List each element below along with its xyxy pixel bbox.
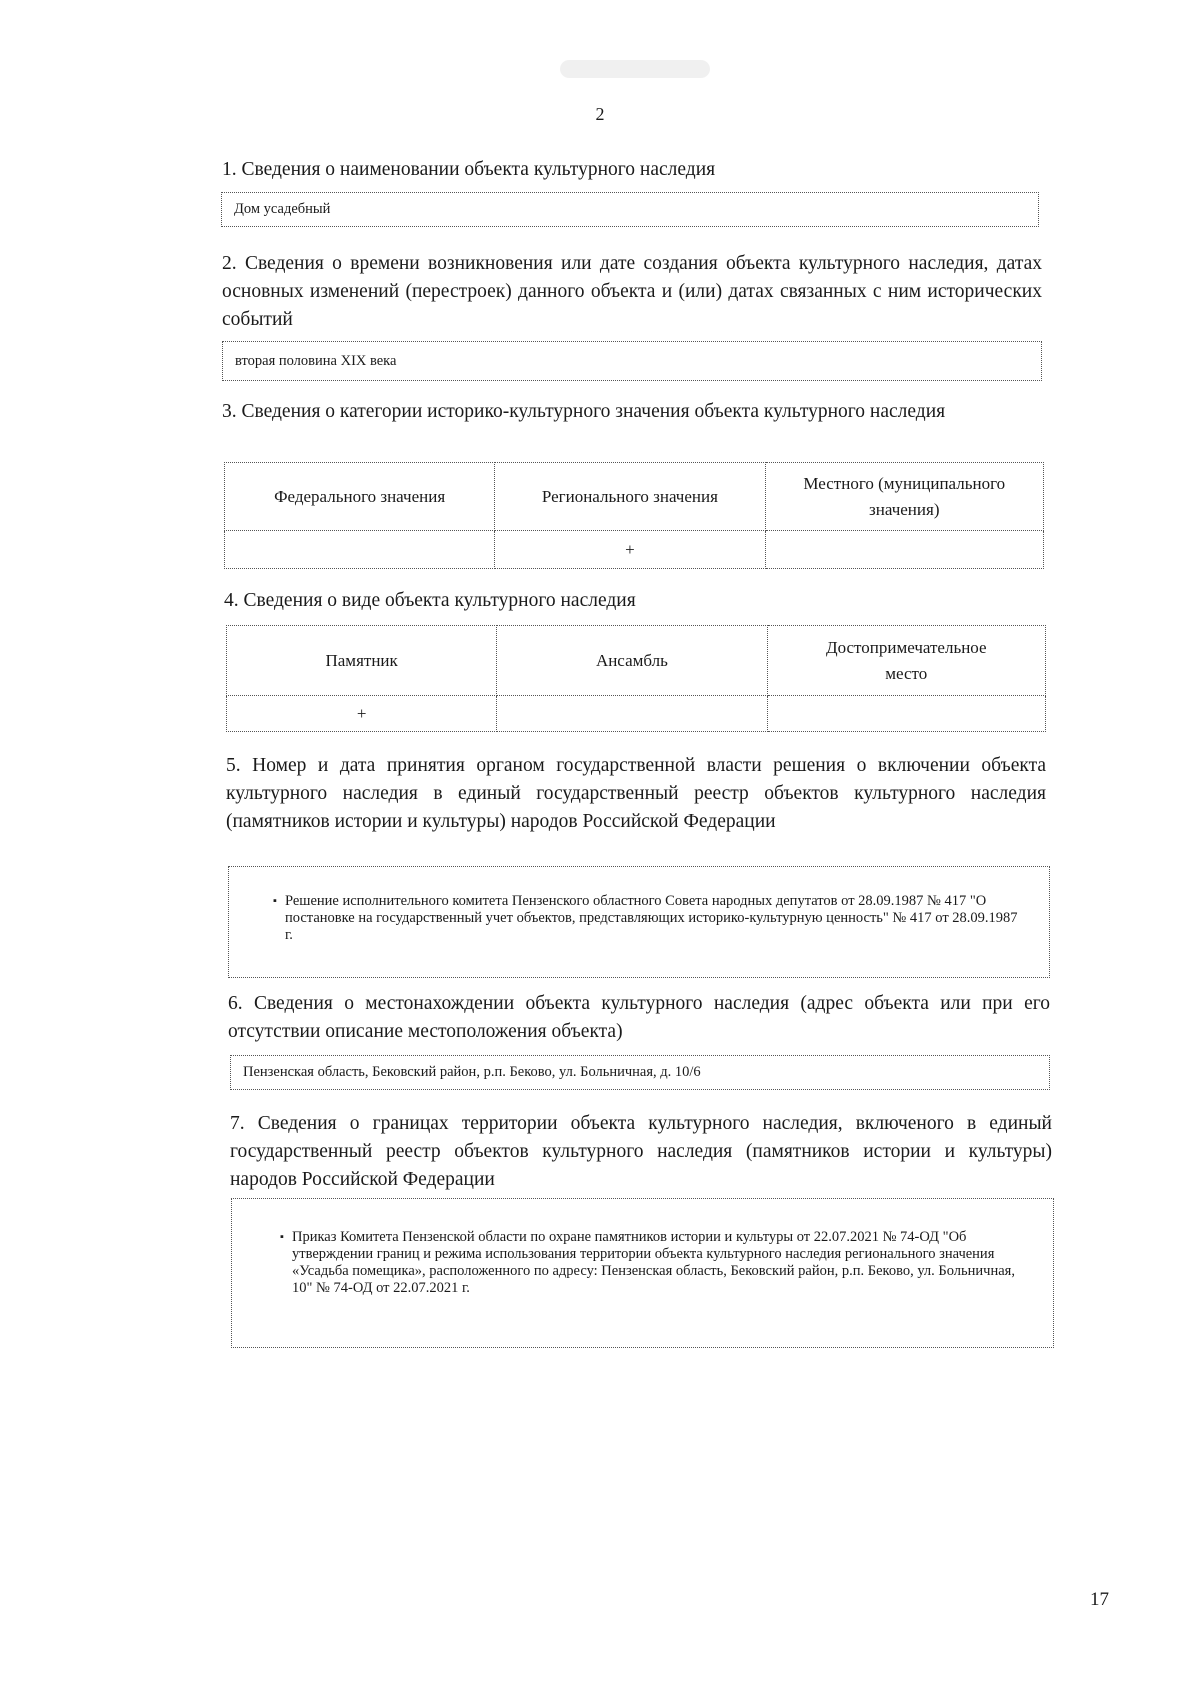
type-value-ensemble — [497, 696, 767, 732]
category-header-local: Местного (муниципального значения) — [765, 463, 1043, 531]
category-value-local — [765, 531, 1043, 569]
type-value-monument: + — [227, 696, 497, 732]
page-number-bottom: 17 — [1090, 1589, 1109, 1610]
category-header-federal: Федерального значения — [225, 463, 495, 531]
section-7-heading: 7. Сведения о границах территории объекта культурного наследия, включеного в единый государственный реестр объектов культурного наследия (памятников истории и культуры) народов Российской Федерации — [230, 1113, 1052, 1190]
type-header-monument: Памятник — [227, 626, 497, 696]
section-6-heading: 6. Сведения о местонахождении объекта культурного наследия (адрес объекта или при его отсутствии описание местоположения объекта) — [228, 993, 1050, 1042]
scan-artifact — [560, 60, 710, 78]
section-7-box — [231, 1198, 1054, 1348]
section-7-list-item: ▪ Приказ Комитета Пензенской области по охране памятников истории и культуры от 22.07.2021 № 74-ОД "Об утверждении границ и режима использования территории объекта культурного наследия регионального значения «Усадьба помещика», расположенного по адресу: Пензенская область, Бековский район, р.п. Беково, ул. Больничная, 10" № 74-ОД от 22.07.2021 г. — [280, 1229, 1033, 1297]
section-2-value: вторая половина XIX века — [222, 341, 1042, 381]
category-table — [224, 462, 1044, 569]
section-4-heading: 4. Сведения о виде объекта культурного наследия — [224, 590, 636, 611]
section-3-heading: 3. Сведения о категории историко-культурного значения объекта культурного наследия — [222, 401, 946, 422]
type-table — [226, 625, 1046, 732]
section-5-list-item: ▪ Решение исполнительного комитета Пензенского областного Совета народных депутатов от 28.09.1987 № 417 "О постановке на государственный учет объектов, представляющих историко-культурную ценность" № 417 от 28.09.1987 г. — [273, 893, 1029, 944]
section-1-heading: 1. Сведения о наименовании объекта культурного наследия — [222, 159, 716, 180]
section-1-value: Дом усадебный — [221, 192, 1039, 227]
category-value-federal — [225, 531, 495, 569]
section-7-list — [280, 1229, 1033, 1297]
category-value-regional: + — [495, 531, 765, 569]
section-5-heading: 5. Номер и дата принятия органом государственной власти решения о включении объекта культурного наследия в единый государственный реестр объектов культурного наследия (памятников истории и культуры) народов Российской Федерации — [226, 755, 1046, 832]
section-6-value: Пензенская область, Бековский район, р.п. Беково, ул. Больничная, д. 10/6 — [230, 1055, 1050, 1090]
category-header-regional: Регионального значения — [495, 463, 765, 531]
section-2-heading: 2. Сведения о времени возникновения или дате создания объекта культурного наследия, датах основных изменений (перестроек) данного объекта и (или) датах связанных с ним исторических событий — [222, 253, 1042, 330]
type-header-landmark: Достопримечательное место — [767, 626, 1045, 696]
section-5-box — [228, 866, 1050, 978]
section-5-list — [273, 893, 1029, 944]
type-header-ensemble: Ансамбль — [497, 626, 767, 696]
type-value-landmark — [767, 696, 1045, 732]
page-number-top: 2 — [595, 104, 605, 124]
